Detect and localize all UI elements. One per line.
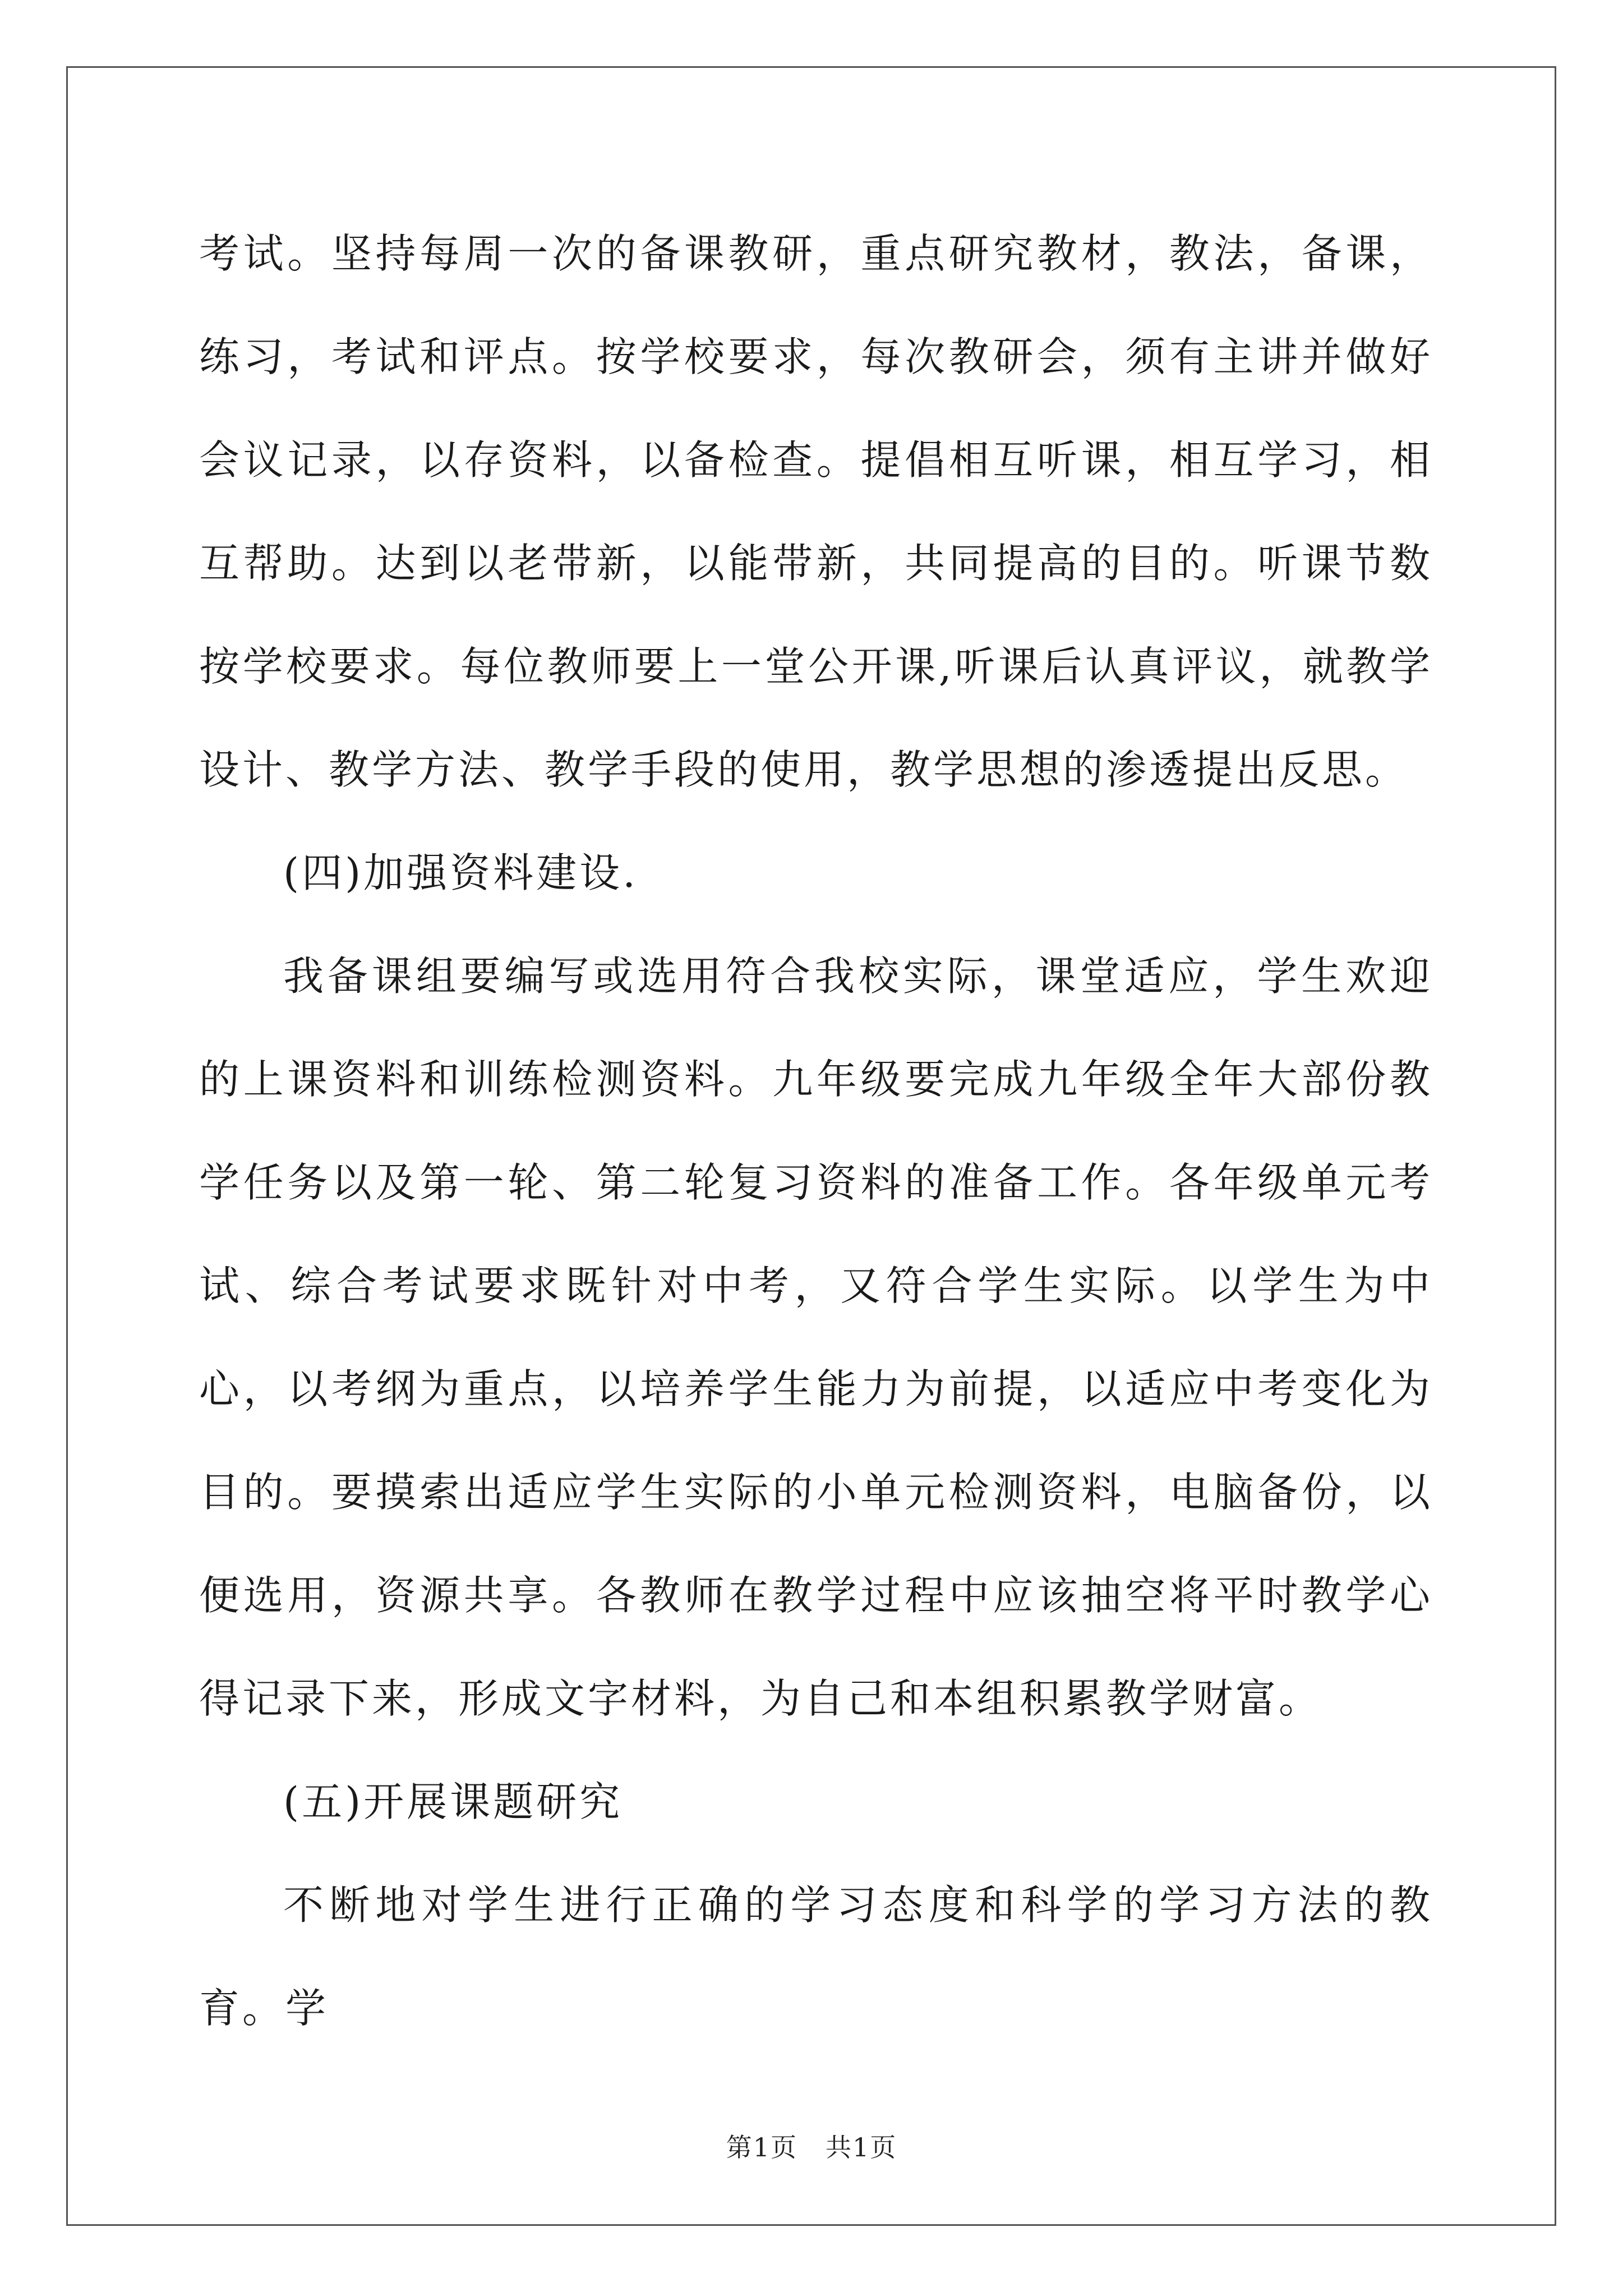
paragraph-research: 不断地对学生进行正确的学习态度和科学的学习方法的教育。学 [199, 1881, 1433, 2032]
total-pages-label: 共1页 [826, 2132, 897, 2162]
section-heading-5: (五)开展课题研究 [283, 1778, 623, 1825]
section-heading-4: (四)加强资料建设. [283, 849, 639, 896]
document-body [199, 202, 1433, 2060]
page-footer [0, 2131, 1623, 2164]
paragraph-materials: 我备课组要编写或选用符合我校实际，课堂适应，学生欢迎的上课资料和训练检测资料。九年级要完成九年级全年大部份教学任务以及第一轮、第二轮复习资料的准备工作。各年级单元考试、综合考试要求既针对中考，又符合学生实际。以学生为中心，以考纲为重点，以培养学生能力为前提，以适应中考变化为目的。要摸索出适应学生实际的小单元检测资料，电脑备份，以便选用，资源共享。各教师在教学过程中应该抽空将平时教学心得记录下来，形成文字材料，为自己和本组积累教学财富。 [199, 953, 1433, 1722]
paragraph-continued: 考试。坚持每周一次的备课教研，重点研究教材，教法，备课，练习，考试和评点。按学校要求，每次教研会，须有主讲并做好会议记录，以存资料，以备检查。提倡相互听课，相互学习，相互帮助。达到以老带新，以能带新，共同提高的目的。听课节数按学校要求。每位教师要上一堂公开课,听课后认真评议，就教学设计、教学方法、教学手段的使用，教学思想的渗透提出反思。 [199, 230, 1433, 793]
current-page-label: 第1页 [726, 2132, 797, 2162]
